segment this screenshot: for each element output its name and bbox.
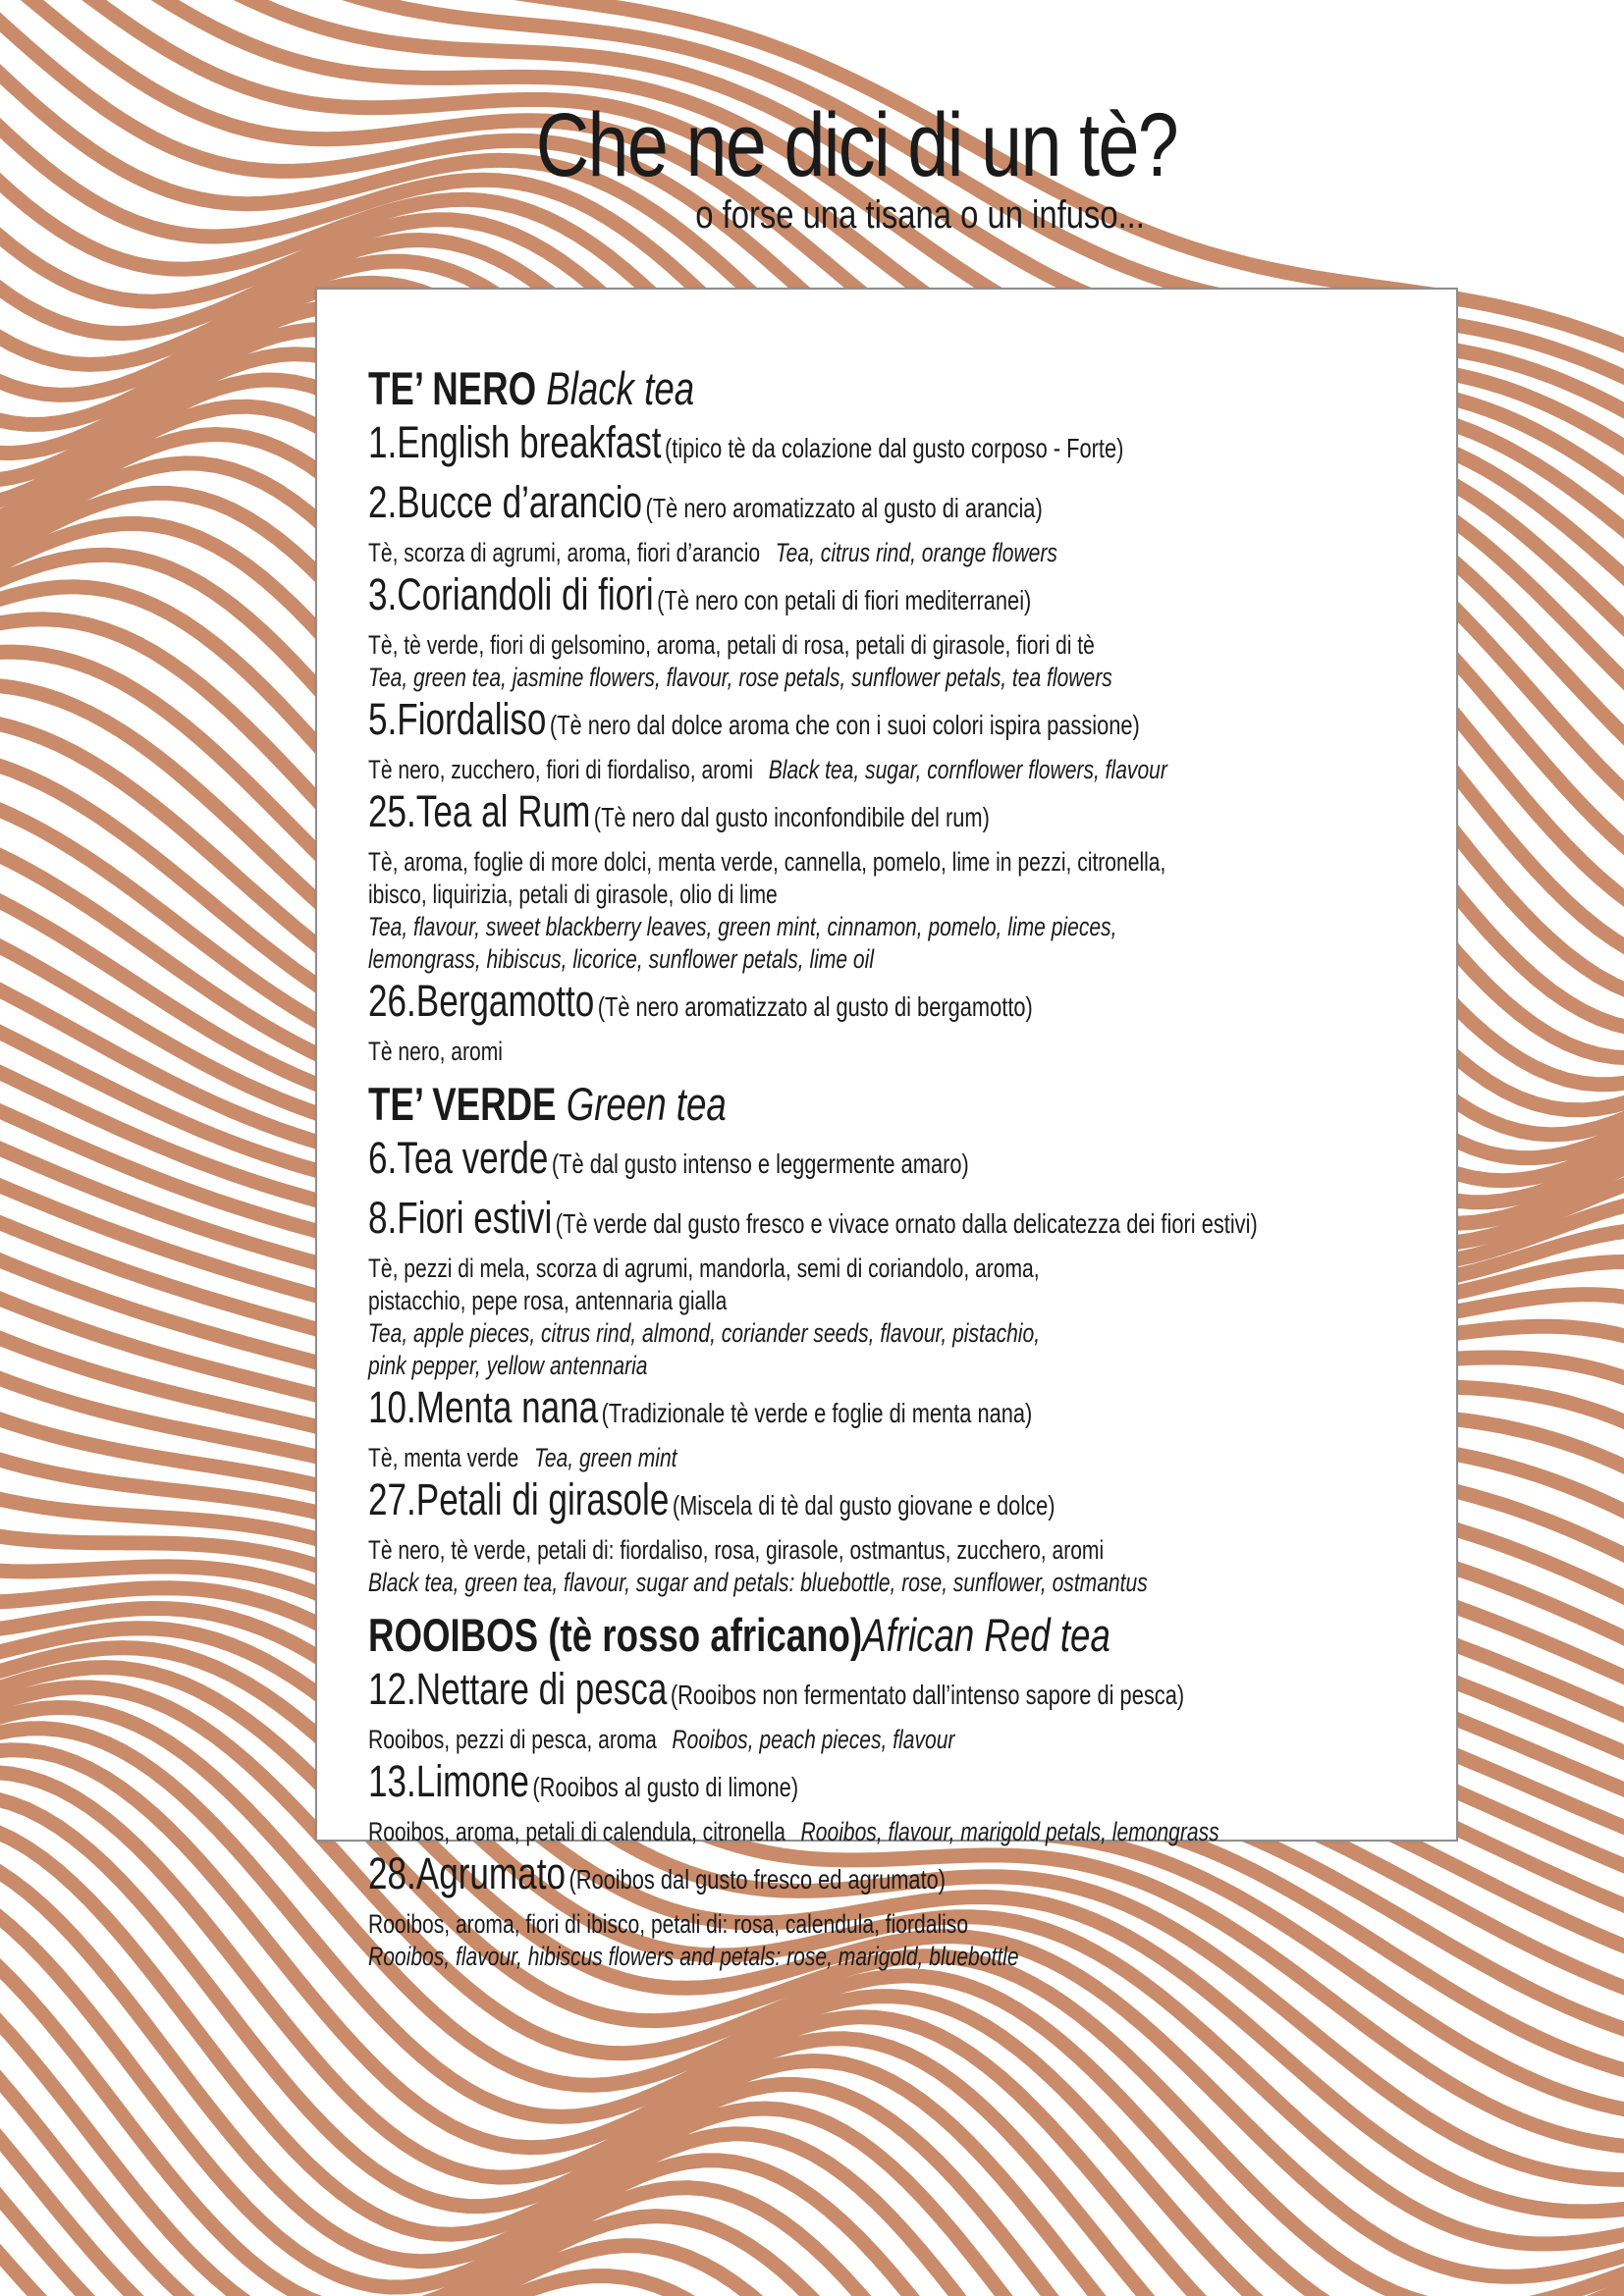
section-title — [368, 1607, 1364, 1664]
ingredients-italian: pistacchio, pepe rosa, antennaria gialla — [368, 1286, 728, 1315]
menu-item-description: (tipico tè da colazione dal gusto corposo - Forte) — [665, 433, 1124, 463]
title-container — [0, 96, 1624, 194]
ingredients-italian: Tè nero, aromi — [368, 1037, 503, 1066]
ingredients-italian: Tè, menta verde — [368, 1443, 519, 1472]
ingredients-line — [368, 1317, 1364, 1350]
menu-item-description: (Tè nero dal gusto inconfondibile del rum) — [593, 802, 990, 832]
ingredients-italian: ibisco, liquirizia, petali di girasole, olio di lime — [368, 880, 778, 909]
ingredients-italian: Rooibos, pezzi di pesca, aroma — [368, 1725, 657, 1754]
menu-item-name: 2.Bucce d’arancio — [368, 477, 643, 527]
menu-item — [368, 788, 1364, 846]
ingredients-italian: Tè nero, zucchero, fiori di fiordaliso, aromi — [368, 755, 754, 784]
ingredients-english: Black tea, green tea, flavour, sugar and petals: bluebottle, rose, sunflower, ostmantus — [368, 1568, 1148, 1597]
ingredients-line — [368, 1724, 1364, 1756]
ingredients-line — [368, 1036, 1364, 1068]
ingredients-line — [368, 537, 1364, 569]
ingredients-line — [368, 911, 1364, 943]
ingredients-line — [368, 754, 1364, 786]
page-subtitle: o forse una tisana o un infuso... — [695, 193, 1145, 237]
menu-item-description: (Tè verde dal gusto fresco e vivace ornato dalla delicatezza dei fiori estivi) — [555, 1208, 1258, 1239]
ingredients-line — [368, 1816, 1364, 1848]
menu-item — [368, 1384, 1364, 1442]
ingredients-line — [368, 1350, 1364, 1382]
ingredients-line — [368, 1941, 1364, 1973]
menu-item — [368, 1135, 1364, 1193]
ingredients-italian: Tè, aroma, foglie di more dolci, menta verde, cannella, pomelo, lime in pezzi, citronella, — [368, 847, 1166, 877]
ingredients-italian: Rooibos, aroma, fiori di ibisco, petali di: rosa, calendula, fiordaliso — [368, 1909, 969, 1939]
menu-item-description: (Tradizionale tè verde e foglie di menta nana) — [601, 1398, 1033, 1428]
section-title-bold: ROOIBOS (tè rosso africano) — [368, 1609, 863, 1661]
menu-item-name: 13.Limone — [368, 1756, 529, 1806]
ingredients-line — [368, 662, 1364, 694]
menu-item-name: 3.Coriandoli di fiori — [368, 569, 654, 619]
menu-item — [368, 1850, 1364, 1908]
section-title-italic: African Red tea — [862, 1609, 1110, 1661]
menu-item — [368, 1758, 1364, 1816]
section-title-bold: TE’ VERDE — [368, 1078, 557, 1130]
ingredients-english: lemongrass, hibiscus, licorice, sunflower petals, lime oil — [368, 944, 875, 974]
ingredients-italian: Tè, scorza di agrumi, aroma, fiori d’arancio — [368, 538, 761, 567]
menu-item — [368, 696, 1364, 754]
menu-item-name: 6.Tea verde — [368, 1133, 549, 1183]
menu-item-description: (Rooibos dal gusto fresco ed agrumato) — [568, 1864, 947, 1895]
menu-item-name: 1.English breakfast — [368, 417, 662, 467]
ingredients-line — [368, 1442, 1364, 1474]
menu-item-description: (Tè nero dal dolce aroma che con i suoi colori ispira passione) — [549, 710, 1140, 740]
menu-panel — [315, 288, 1458, 1971]
menu-content — [368, 360, 1364, 1973]
menu-item-name: 27.Petali di girasole — [368, 1474, 670, 1524]
ingredients-english: Tea, green tea, jasmine flowers, flavour, rose petals, sunflower petals, tea flowers — [368, 663, 1112, 692]
ingredients-line — [368, 1534, 1364, 1567]
menu-item-description: (Tè dal gusto intenso e leggermente amaro) — [551, 1148, 969, 1179]
menu-item-description: (Tè nero aromatizzato al gusto di bergamotto) — [597, 991, 1033, 1022]
section-title — [368, 1076, 1364, 1133]
menu-item — [368, 419, 1364, 477]
ingredients-italian: Tè nero, tè verde, petali di: fiordaliso, rosa, girasole, ostmantus, zucchero, aromi — [368, 1535, 1105, 1565]
ingredients-line — [368, 846, 1364, 879]
section-title-italic: Black tea — [546, 362, 695, 414]
ingredients-line — [368, 629, 1364, 662]
ingredients-line — [368, 1285, 1364, 1317]
ingredients-english: Tea, flavour, sweet blackberry leaves, green mint, cinnamon, pomelo, lime pieces, — [368, 912, 1117, 941]
ingredients-line — [368, 879, 1364, 911]
ingredients-english: pink pepper, yellow antennaria — [368, 1351, 648, 1380]
section-title-italic: Green tea — [566, 1078, 727, 1130]
menu-item — [368, 978, 1364, 1036]
ingredients-line — [368, 1253, 1364, 1285]
menu-item — [368, 1476, 1364, 1534]
menu-item — [368, 571, 1364, 629]
menu-item-description: (Miscela di tè dal gusto giovane e dolce) — [672, 1490, 1056, 1521]
menu-item-name: 5.Fiordaliso — [368, 694, 547, 744]
ingredients-english: Rooibos, flavour, marigold petals, lemongrass — [800, 1817, 1219, 1846]
section-title-bold: TE’ NERO — [368, 362, 537, 414]
ingredients-english: Tea, green mint — [533, 1443, 677, 1472]
menu-item — [368, 1666, 1364, 1724]
ingredients-english: Tea, apple pieces, citrus rind, almond, coriander seeds, flavour, pistachio, — [368, 1318, 1041, 1348]
ingredients-italian: Rooibos, aroma, petali di calendula, citronella — [368, 1817, 785, 1846]
page-title: Che ne dici di un tè? — [535, 95, 1177, 195]
ingredients-english: Tea, citrus rind, orange flowers — [775, 538, 1057, 567]
menu-item-name: 12.Nettare di pesca — [368, 1664, 668, 1714]
ingredients-english: Black tea, sugar, cornflower flowers, flavour — [768, 755, 1167, 784]
menu-item-description: (Tè nero aromatizzato al gusto di arancia) — [645, 493, 1043, 523]
subtitle-container — [0, 192, 1624, 238]
ingredients-line — [368, 1908, 1364, 1941]
menu-item-name: 25.Tea al Rum — [368, 786, 591, 836]
menu-item — [368, 1195, 1364, 1253]
menu-item-name: 10.Menta nana — [368, 1382, 599, 1432]
ingredients-english: Rooibos, peach pieces, flavour — [672, 1725, 955, 1754]
section-title — [368, 360, 1364, 417]
menu-item-description: (Tè nero con petali di fiori mediterranei) — [657, 585, 1032, 615]
ingredients-italian: Tè, tè verde, fiori di gelsomino, aroma, petali di rosa, petali di girasole, fiori di tè — [368, 630, 1095, 660]
ingredients-english: Rooibos, flavour, hibiscus flowers and petals: rose, marigold, bluebottle — [368, 1942, 1019, 1971]
menu-item-name: 26.Bergamotto — [368, 976, 595, 1026]
ingredients-italian: Tè, pezzi di mela, scorza di agrumi, mandorla, semi di coriandolo, aroma, — [368, 1254, 1040, 1283]
menu-item-description: (Rooibos non fermentato dall’intenso sapore di pesca) — [670, 1680, 1185, 1710]
ingredients-line — [368, 1567, 1364, 1599]
ingredients-line — [368, 943, 1364, 976]
menu-item — [368, 479, 1364, 537]
menu-item-name: 28.Agrumato — [368, 1848, 566, 1898]
menu-item-name: 8.Fiori estivi — [368, 1193, 553, 1243]
menu-item-description: (Rooibos al gusto di limone) — [532, 1772, 799, 1802]
